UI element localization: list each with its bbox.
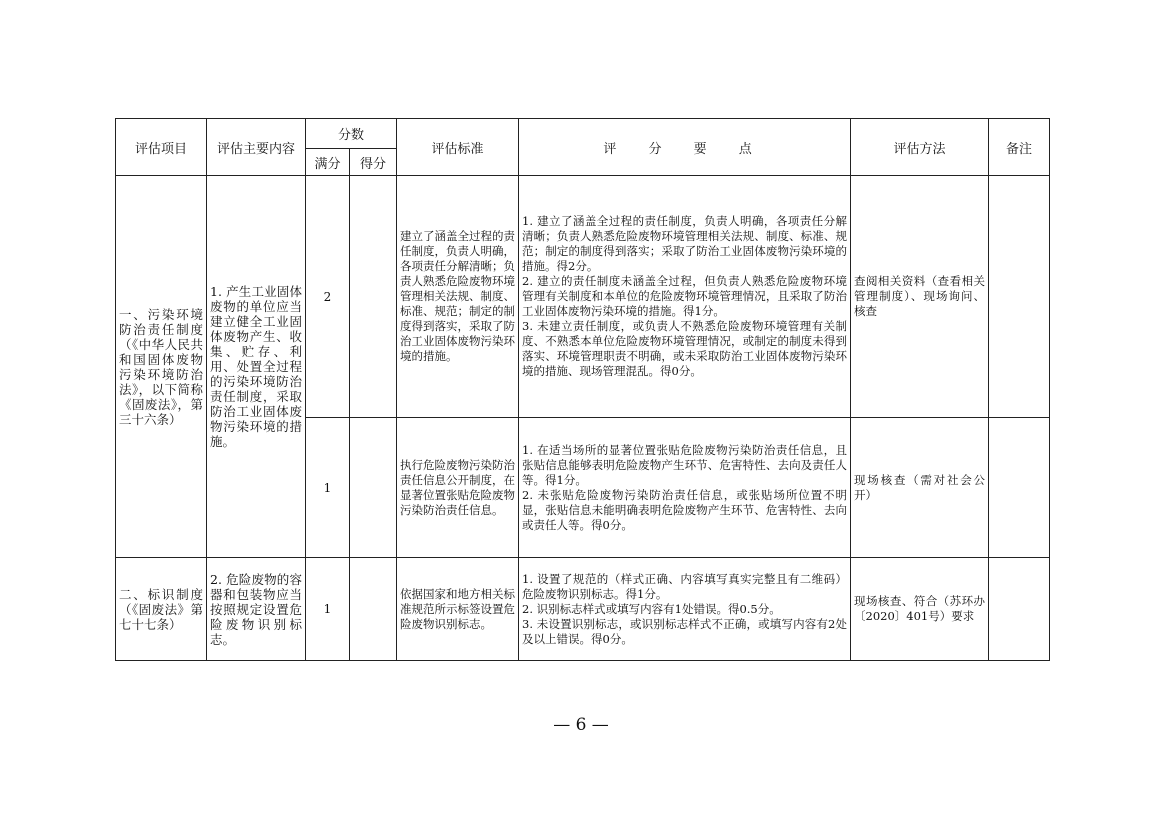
evaluation-table [115, 118, 1050, 661]
header-method: 评估方法 [851, 119, 989, 176]
scoring-points-cell: 1. 建立了涵盖全过程的责任制度，负责人明确，各项责任分解清晰；负责人熟悉危险废物环境管理相关法规、制度、标准、规范；制定的制度得到落实；采取了防治工业固体废物污染环境的措施。得2分。 2. 建立的责任制度未涵盖全过程，但负责人熟悉危险废物环境管理有关制度和本单位的危险废物环境管理情况，且采取了防治工业固体废物污染环境的措施。得1分。 3. 未建立责任制度，或负责人不熟悉危险废物环境管理有关制度、不熟悉本单位危险废物环境管理情况，或制定的制度未得到落实、环境管理职责不明确，或未采取防治工业固体废物污染环境的措施、现场管理混乱。得0分。 [519, 176, 851, 418]
obtained-score-cell [350, 176, 397, 418]
scoring-points-cell: 1. 在适当场所的显著位置张贴危险废物污染防治责任信息，且张贴信息能够表明危险废物产生环节、危害特性、去向及责任人等。得1分。 2. 未张贴危险废物污染防治责任信息，或张贴场所位置不明显，张贴信息未能明确表明危险废物产生环节、危害特性、去向或责任人等。得0分。 [519, 418, 851, 558]
header-scoring-points: 评 分 要 点 [519, 119, 851, 176]
header-main-content: 评估主要内容 [207, 119, 306, 176]
full-score-cell: 1 [306, 418, 350, 558]
header-full-score: 满分 [306, 149, 350, 176]
full-score-cell: 2 [306, 176, 350, 418]
standard-cell: 建立了涵盖全过程的责任制度，负责人明确，各项责任分解清晰；负责人熟悉危险废物环境管理相关法规、制度、标准、规范；制定的制度得到落实，采取了防治工业固体废物污染环境的措施。 [397, 176, 519, 418]
method-cell: 现场核查（需对社会公开） [851, 418, 989, 558]
method-cell: 查阅相关资料（查看相关管理制度）、现场询问、核查 [851, 176, 989, 418]
remarks-cell [989, 418, 1050, 558]
standard-cell: 依据国家和地方相关标准规范所示标签设置危险废物识别标志。 [397, 558, 519, 661]
obtained-score-cell [350, 418, 397, 558]
method-cell: 现场核查、符合（苏环办〔2020〕401号）要求 [851, 558, 989, 661]
obtained-score-cell [350, 558, 397, 661]
header-item: 评估项目 [116, 119, 207, 176]
header-score: 分数 [306, 119, 397, 149]
header-standard: 评估标准 [397, 119, 519, 176]
scoring-points-cell: 1. 设置了规范的（样式正确、内容填写真实完整且有二维码）危险废物识别标志。得1分。 2. 识别标志样式或填写内容有1处错误。得0.5分。 3. 未设置识别标志，或识别标志样式不正确，或填写内容有2处及以上错误。得0分。 [519, 558, 851, 661]
header-remarks: 备注 [989, 119, 1050, 176]
page-number: — 6 — [553, 715, 609, 735]
remarks-cell [989, 558, 1050, 661]
standard-cell: 执行危险废物污染防治责任信息公开制度，在显著位置张贴危险废物污染防治责任信息。 [397, 418, 519, 558]
item-cell: 一、污染环境防治责任制度（《中华人民共和国固体废物污染环境防治法》，以下简称《固废法》，第三十六条） [116, 176, 207, 558]
item-cell: 二、标识制度（《固废法》第七十七条） [116, 558, 207, 661]
remarks-cell [989, 176, 1050, 418]
table-row [116, 558, 1050, 661]
header-obtained-score: 得分 [350, 149, 397, 176]
table-row [116, 176, 1050, 418]
content-cell: 1. 产生工业固体废物的单位应当建立健全工业固体废物产生、收集、贮存、利用、处置全过程的污染环境防治责任制度，采取防治工业固体废物污染环境的措施。 [207, 176, 306, 558]
content-cell: 2. 危险废物的容器和包装物应当按照规定设置危险废物识别标志。 [207, 558, 306, 661]
full-score-cell: 1 [306, 558, 350, 661]
